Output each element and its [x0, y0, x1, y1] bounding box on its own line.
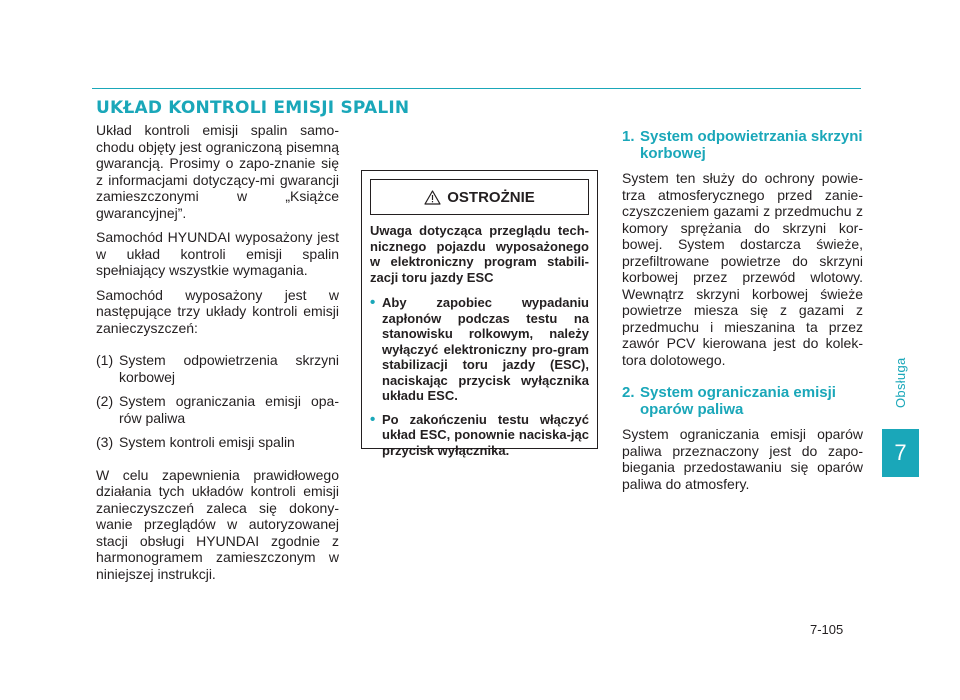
warning-triangle-icon [424, 190, 441, 205]
caution-title: OSTROŻNIE [447, 188, 535, 206]
header-rule [92, 88, 861, 89]
list-item-text: System odpowietrzenia skrzyni korbowej [119, 352, 339, 385]
right-column [622, 128, 863, 492]
list-item-text: System kontroli emisji spalin [119, 434, 295, 450]
list-item [96, 434, 339, 451]
list-item-number: (2) [96, 393, 114, 409]
list-item [96, 393, 339, 426]
list-item-number: (3) [96, 434, 114, 450]
caution-header [370, 179, 589, 215]
page-title: UKŁAD KONTROLI EMISJI SPALIN [96, 98, 410, 118]
equipment-paragraph: Samochód HYUNDAI wyposażony jest w układ kontroli emisji spalin spełniający wszystkie wymagania. [96, 229, 339, 278]
section-title: System odpowietrzania skrzyni korbowej [640, 128, 863, 162]
caution-bullet [370, 295, 589, 404]
maintenance-paragraph: W celu zapewnienia prawidłowego działania tych układów kontroli emisji zanieczyszczeń zaleca się dokony-wanie przeglądów w autoryzowanej stacji obsługi HYUNDAI zgodnie z harmonogramem zamieszczonym w niniejszej instrukcji. [96, 466, 339, 582]
chapter-number-tab: 7 [882, 429, 919, 477]
crankcase-paragraph: System ten służy do ochrony powie-trza atmosferycznego przed zanie-czyszczeniem gazami z przedmuchu z komory sprężania do skrzyni kor-bowej. System dostarcza świeże, przefiltrowane powietrze do skrzyni korbowej przez przewód wlotowy. Wewnątrz skrzyni korbowej świeże powietrze miesza się z gazami z przedmuchu i mieszanina ta przez zawór PCV kierowana jest do kolek-tora dolotowego. [622, 170, 863, 368]
caution-bullet-text: Po zakończeniu testu włączyć układ ESC, ponownie naciska-jąc przycisk wyłącznika. [382, 411, 589, 458]
systems-intro-paragraph: Samochód wyposażony jest w następujące trzy układy kontroli emisji zanieczyszczeń: [96, 286, 339, 336]
intro-paragraph: Układ kontroli emisji spalin samo-chodu objęty jest ograniczoną pisemną gwarancją. Prosimy o zapo-znanie się z informacjami dotyczący-mi gwarancji zamieszczonymi w „Książce gwarancyjnej”. [96, 122, 339, 221]
caution-bullet [370, 412, 589, 459]
chapter-label-text: Obsługa [893, 357, 908, 408]
page-number: 7-105 [810, 622, 844, 637]
section-title: System ograniczania emisji oparów paliwa [640, 384, 836, 418]
list-item-text: System ograniczania emisji opa-rów paliwa [119, 393, 339, 426]
section-number: 2. [622, 384, 635, 401]
evaporative-paragraph: System ograniczania emisji oparów paliwa przeznaczony jest do zapo-biegania przedostawaniu się oparów paliwa do atmosfery. [622, 426, 863, 492]
systems-list [96, 352, 339, 451]
section-heading-evaporative [622, 384, 863, 418]
section-number: 1. [622, 128, 635, 145]
bullet-marker: • [370, 294, 376, 311]
caution-bullet-text: Aby zapobiec wypadaniu zapłonów podczas testu na stanowisku rolkowym, należy wyłączyć elektroniczny pro-gram stabilizacji toru jazdy (ESC), naciskając przycisk wyłącznika układu ESC. [382, 295, 589, 403]
caution-intro: Uwaga dotycząca przeglądu tech-nicznego pojazdu wyposażonego w elektroniczny program stabili-zacji toru jazdy ESC [370, 223, 589, 285]
left-column [96, 122, 339, 582]
list-item-number: (1) [96, 352, 114, 368]
section-heading-crankcase [622, 128, 863, 162]
caution-box [361, 170, 598, 458]
list-item [96, 352, 339, 385]
bullet-marker: • [370, 410, 376, 428]
caution-body [362, 223, 597, 458]
